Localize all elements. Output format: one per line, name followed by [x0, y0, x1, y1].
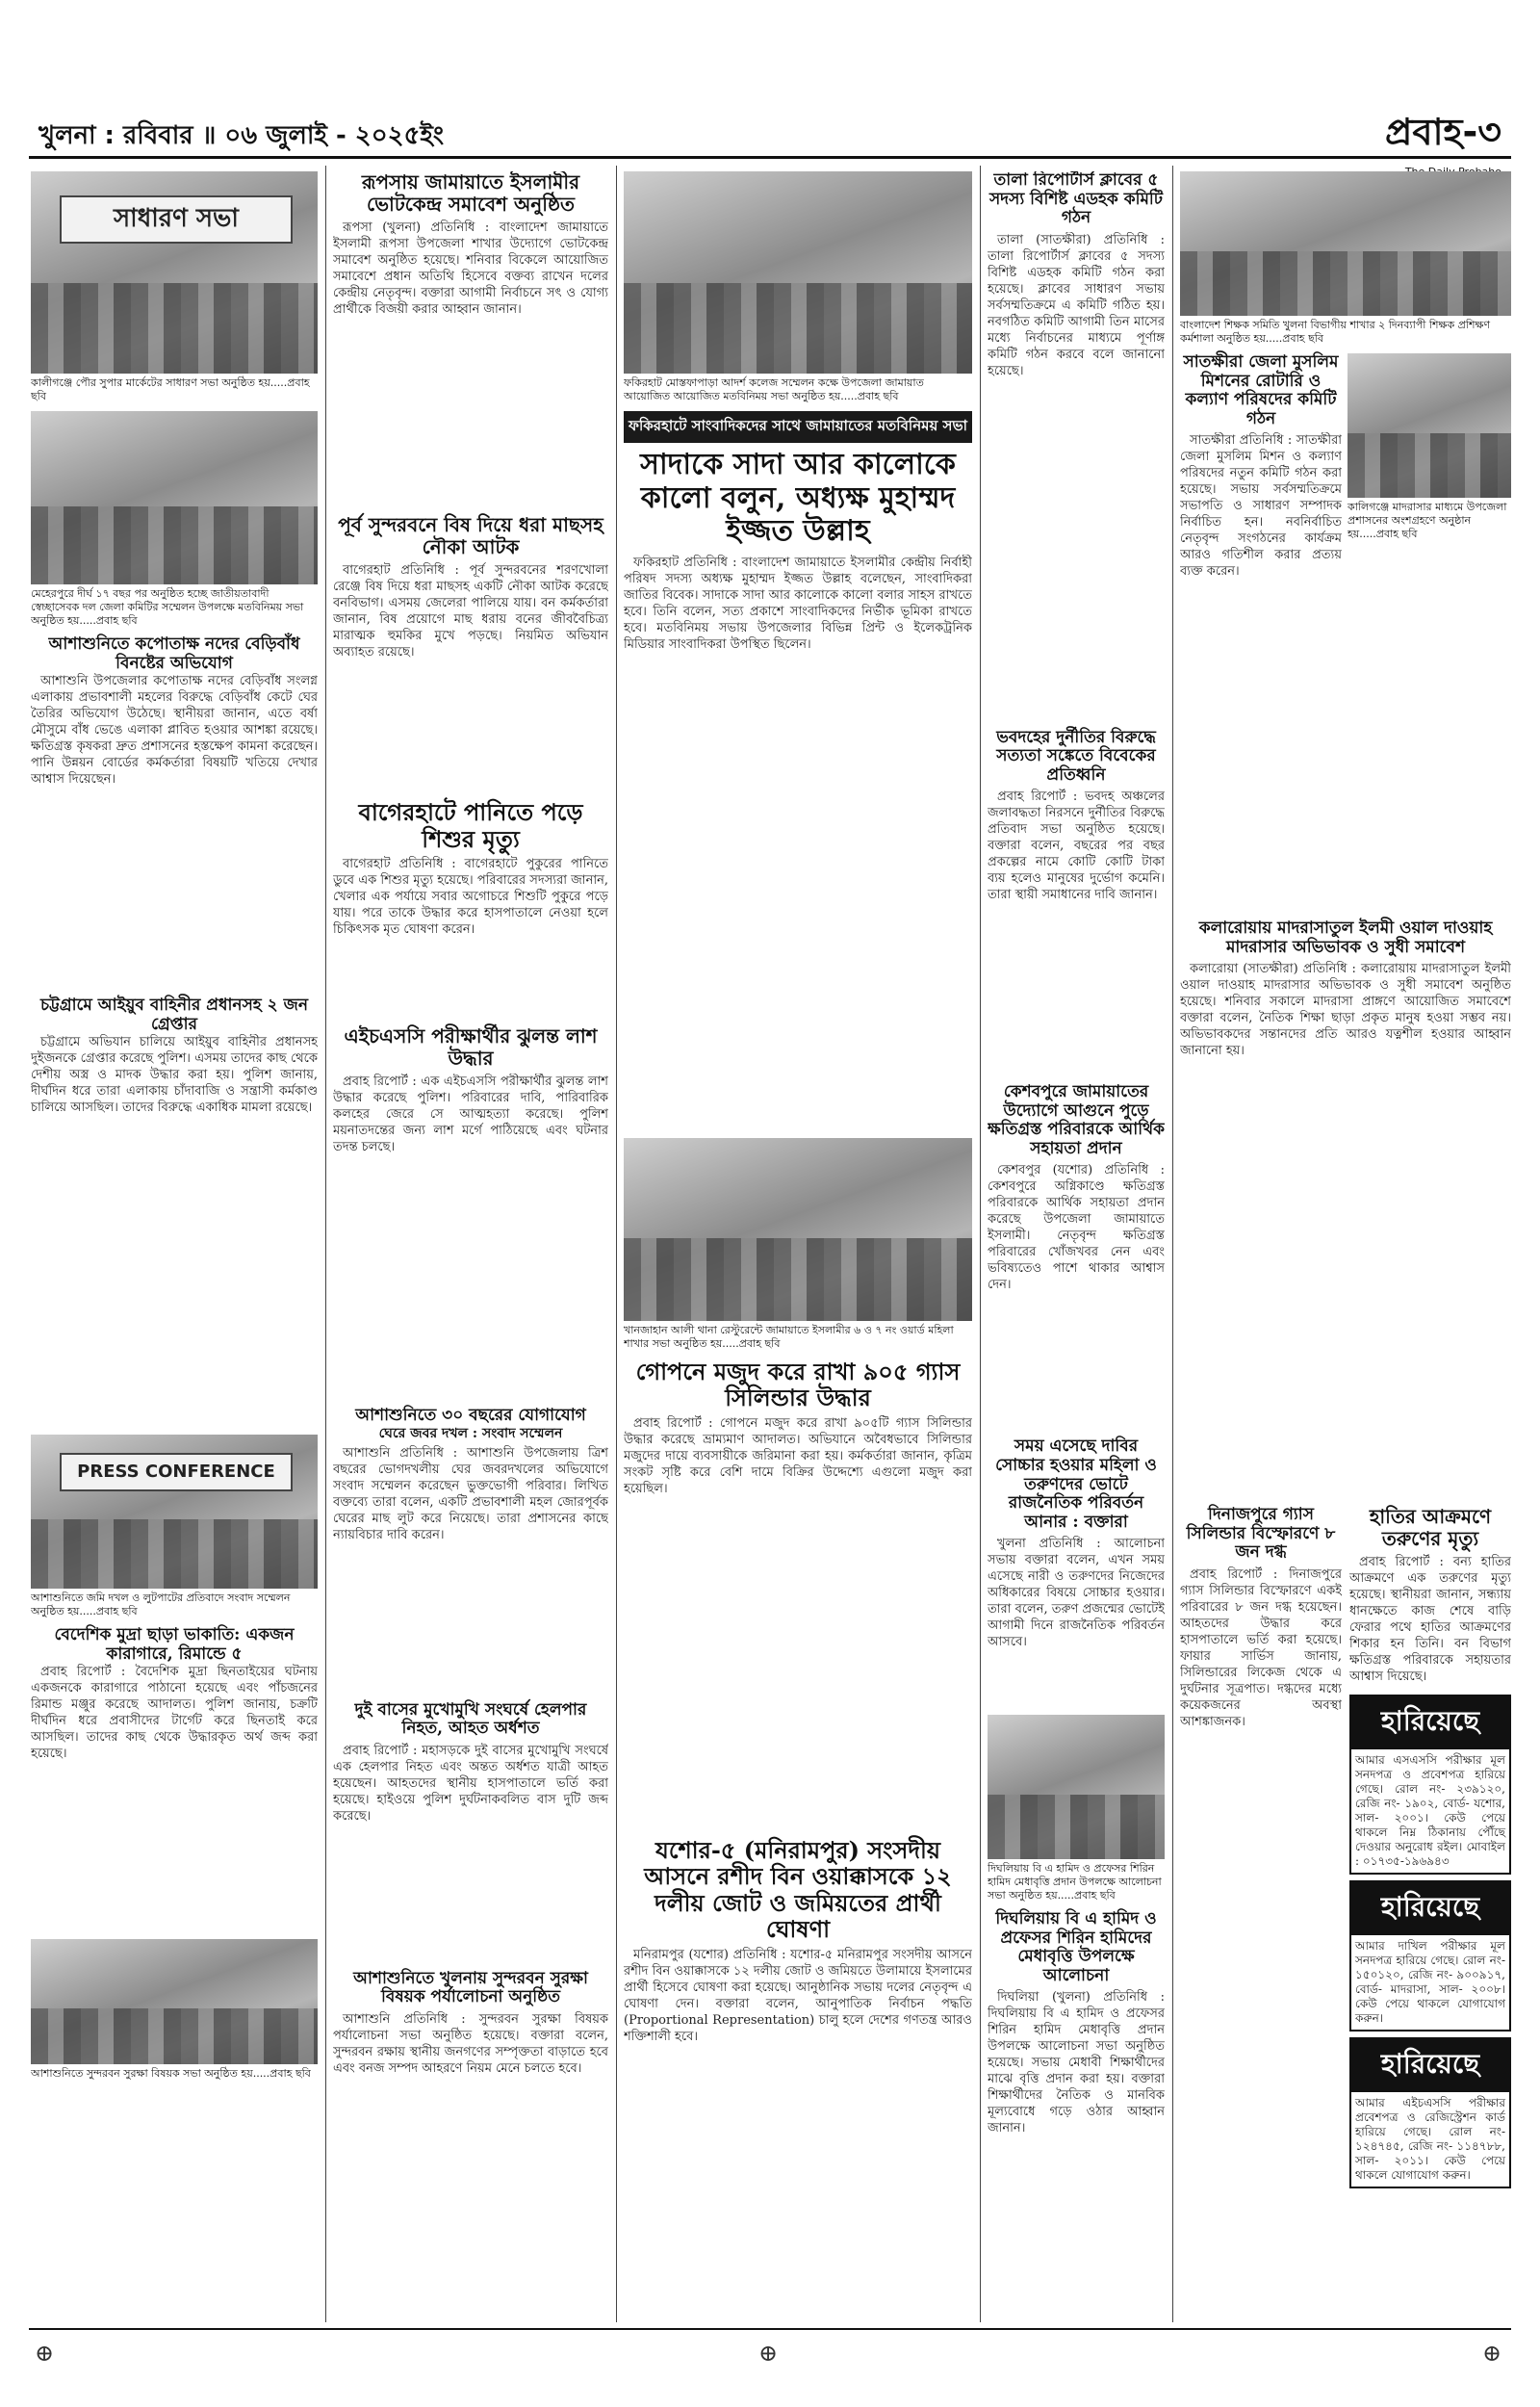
lost-notice-title: হারিয়েছে: [1351, 1882, 1509, 1935]
photo-caption: আশাশুনিতে জমি দখল ও লুটপাটের প্রতিবাদে সংবাদ সম্মেলন অনুষ্ঠিত হয়.....প্রবাহ ছবি: [31, 1592, 291, 1618]
story-body: [333, 856, 608, 1020]
story-text: কলারোয়া (সাতক্ষীরা) প্রতিনিধি : কলারোয়ায় মাদরাসাতুল ইলমী ওয়াল দাওয়াহ মাদরাসার অভিভাবক ও সুধী সমাবেশ অনুষ্ঠিত হয়েছে। শনিবার সকালে মাদরাসা প্রাঙ্গণে আয়োজিত সমাবেশে বক্তারা বলেন, নৈতিক শিক্ষা ছাড়া প্রকৃত মানুষ হওয়া সম্ভব নয়। অভিভাবকদের সন্তানদের প্রতি আরও যত্নশীল হওয়ার আহ্বান জানানো হয়।: [1180, 962, 1511, 1059]
lost-notice: [1349, 1880, 1511, 2032]
story-body: [333, 2011, 608, 2204]
story-body: [1180, 1566, 1342, 1980]
story-headline: কলারোয়ায় মাদরাসাতুল ইলমী ওয়াল দাওয়াহ মাদরাসার অভিভাবক ও সুধী সমাবেশ: [1198, 919, 1493, 957]
story-headline: ভবদহের দুর্নীতির বিরুদ্ধে সত্যতা সঙ্কেতে বিবেকের প্রতিধ্বনি: [996, 727, 1156, 785]
story-text: আশাশুনি প্রতিনিধি : সুন্দরবন সুরক্ষা বিষয়ক পর্যালোচনা সভা অনুষ্ঠিত হয়েছে। বক্তারা বলেন, সুন্দরবন রক্ষায় স্থানীয় জনগণের সম্পৃক্ততা বাড়াতে হবে এবং বনজ সম্পদ আহরণে নিয়ম মেনে চলতে হবে।: [333, 2012, 608, 2077]
story-headline: গোপনে মজুদ করে রাখা ৯০৫ গ্যাস সিলিন্ডার উদ্ধার: [635, 1357, 961, 1412]
lost-notice-title: হারিয়েছে: [1351, 1696, 1509, 1749]
story-headline: আশাশুনিতে ৩০ বছরের যোগাযোগ: [355, 1406, 586, 1426]
masthead-title: প্রবাহ-৩: [1385, 111, 1502, 153]
photo-people: [31, 1519, 318, 1589]
photo-caption: দিঘলিয়ায় বি এ হামিদ ও প্রফেসর শিরিন হামিদ মেধাবৃত্তি প্রদান উপলক্ষে আলোচনা সভা অনুষ্ঠিত হয়.....প্রবাহ ছবি: [988, 1862, 1162, 1902]
story-text: প্রবাহ রিপোর্ট : ভবদহ অঞ্চলের জলাবদ্ধতা নিরসনে দুর্নীতির বিরুদ্ধে প্রতিবাদ সভা অনুষ্ঠিত হয়েছে। বক্তারা বলেন, বছরের পর বছর প্রকল্পের নামে কোটি কোটি টাকা ব্যয় হলেও মানুষের দুর্ভোগ কমেনি। তারা স্থায়ী সমাধানের দাবি জানান।: [988, 789, 1165, 903]
dateline: খুলনা : রবিবার ॥ ০৬ জুলাই - ২০২৫ইং: [38, 121, 445, 150]
photo-people: [31, 2008, 318, 2065]
photo-kaliganj-event: [1348, 353, 1511, 498]
story-text: আশাশুনি উপজেলার কপোতাক্ষ নদের বেড়িবাঁধ সংলগ্ন এলাকায় প্রভাবশালী মহলের বিরুদ্ধে বেড়িবাঁধ কেটে ঘের তৈরির অভিযোগ উঠেছে। স্থানীয়রা জানান, এতে বর্ষা মৌসুমে বাঁধ ভেঙে এলাকা প্লাবিত হওয়ার আশঙ্কা রয়েছে। ক্ষতিগ্রস্ত কৃষকরা দ্রুত প্রশাসনের হস্তক্ষেপ কামনা করেছেন। পানি উন্নয়ন বোর্ডের কর্মকর্তারা বিষয়টি খতিয়ে দেখার আশ্বাস দিয়েছেন।: [31, 674, 318, 788]
story-headline: যশোর-৫ (মনিরামপুর) সংসদীয় আসনে রশীদ বিন ওয়াক্কাসকে ১২ দলীয় জোট ও জমিয়তের প্রার্থী ঘোষণা: [644, 1835, 952, 1944]
story-text: মনিরামপুর (যশোর) প্রতিনিধি : যশোর-৫ মনিরামপুর সংসদীয় আসনে রশীদ বিন ওয়াক্কাসকে ১২ দলীয় জোট ও জমিয়তে উলামায়ে ইসলামের প্রার্থী হিসেবে ঘোষণা করা হয়েছে। আনুষ্ঠানিক সভায় দলের নেতৃবৃন্দ এ ঘোষণা দেন। বক্তারা বলেন, আনুপাতিক নির্বাচন পদ্ধতি (Proportional Representation) চালু হলে দেশের গণতন্ত্র আরও শক্তিশালী হবে।: [624, 1948, 972, 2045]
photo-teacher-training: [1180, 171, 1511, 316]
footer-rule: [29, 2328, 1511, 2330]
story-body: [624, 555, 972, 1132]
story-body: [333, 220, 608, 508]
story-text: কেশবপুর (যশোর) প্রতিনিধি : কেশবপুরে অগ্নিকাণ্ডে ক্ষতিগ্রস্ত পরিবারকে আর্থিক সহায়তা প্রদান করেছে উপজেলা জামায়াতে ইসলামী। নেতৃবৃন্দ ক্ষতিগ্রস্ত পরিবারের খোঁজখবর নেন এবং ভবিষ্যতেও পাশে থাকার আশ্বাস দেন।: [988, 1163, 1165, 1293]
photo-people: [31, 506, 318, 584]
story-body: [31, 1664, 318, 1933]
story-body: [988, 1162, 1165, 1432]
photo-people: [624, 1238, 972, 1321]
story-body: [624, 1415, 972, 1829]
lost-notice: [1349, 1695, 1511, 1875]
photo-banner: PRESS CONFERENCE: [60, 1453, 293, 1490]
photo-digholia-meeting: [988, 1715, 1165, 1859]
story-body: [1349, 1554, 1511, 1689]
column-rule: [980, 166, 981, 2322]
photo-caption: আশাশুনিতে সুন্দরবন সুরক্ষা বিষয়ক সভা অনুষ্ঠিত হয়.....প্রবাহ ছবি: [31, 2067, 311, 2081]
story-block: [1180, 1506, 1342, 2188]
story-body: [31, 1034, 318, 1429]
story-headline: আশাশুনিতে কপোতাক্ষ নদের বেড়িবাঁধ বিনষ্টের অভিযোগ: [48, 634, 300, 673]
photo-people: [624, 283, 972, 375]
photo-general-meeting: [31, 171, 318, 374]
story-body: [1180, 961, 1511, 1500]
photo-caption: কালিগঞ্জে মাদরাসার মাধ্যমে উপজেলা প্রশাসনের অংশগ্রহণে অনুষ্ঠান হয়.....প্রবাহ ছবি: [1348, 501, 1507, 540]
story-body: [333, 1445, 608, 1695]
story-with-photo: [1180, 353, 1511, 914]
story-block: [1349, 1506, 1511, 2188]
column-rule: [325, 166, 326, 2322]
masthead: [1385, 104, 1502, 178]
story-text: বাগেরহাট প্রতিনিধি : বাগেরহাটে পুকুরের পানিতে ডুবে এক শিশুর মৃত্যু হয়েছে। পরিবারের সদস্যরা জানান, খেলার এক পর্যায়ে সবার অগোচরে শিশুটি পুকুরে পড়ে যায়। পরে তাকে উদ্ধার করে হাসপাতালে নেওয়া হলে চিকিৎসক মৃত ঘোষণা করেন।: [333, 857, 608, 938]
story-headline: সময় এসেছে দাবির সোচ্চার হওয়ার মহিলা ও তরুণদের ভোটে রাজনৈতিক পরিবর্তন আনার : বক্তারা: [995, 1436, 1157, 1532]
registration-mark-icon: ⊕: [1482, 2340, 1502, 2367]
story-text: রূপসা (খুলনা) প্রতিনিধি : বাংলাদেশ জামায়াতে ইসলামী রূপসা উপজেলা শাখার উদ্যোগে ভোটকেন্দ্র সমাবেশ অনুষ্ঠিত হয়েছে। শনিবার বিকেলে আয়োজিত সমাবেশে প্রধান অতিথি হিসেবে বক্তব্য রাখেন দলের কেন্দ্রীয় নেতৃবৃন্দ। বক্তারা আগামী নির্বাচনে সৎ ও যোগ্য প্রার্থীকে বিজয়ী করার আহ্বান জানান।: [333, 220, 608, 317]
story-headline: রূপসায় জামায়াতে ইসলামীর ভোটকেন্দ্র সমাবেশ অনুষ্ঠিত: [361, 171, 580, 216]
story-text: প্রবাহ রিপোর্ট : এক এইচএসসি পরীক্ষার্থীর ঝুলন্ত লাশ উদ্ধার করেছে পুলিশ। পরিবারের দাবি, পারিবারিক কলহের জেরে সে আত্মহত্যা করেছে। পুলিশ ময়নাতদন্তের জন্য লাশ মর্গে পাঠিয়েছে এবং ঘটনার তদন্ত চলছে।: [333, 1074, 608, 1155]
photo-women-meeting: [624, 1138, 972, 1321]
photo-press-conference: [31, 1435, 318, 1589]
story-body: [333, 1743, 608, 1964]
lower-stories: [1180, 1506, 1511, 2188]
photo-caption: মেহেরপুরে দীর্ঘ ১৭ বছর পর অনুষ্ঠিত হচ্ছে জাতীয়তাবাদী স্বেচ্ছাসেবক দল জেলা কমিটির সম্মেলন উপলক্ষে মতবিনিময় সভা অনুষ্ঠিত হয়.....প্রবাহ ছবি: [31, 587, 304, 627]
header-rule: [29, 156, 1511, 159]
story-text: খুলনা প্রতিনিধি : আলোচনা সভায় বক্তারা বলেন, এখন সময় এসেছে নারী ও তরুণদের নিজেদের অধিকারের বিষয়ে সোচ্চার হওয়ার। তারা বলেন, তরুণ প্রজন্মের ভোটেই আগামী দিনে রাজনৈতিক পরিবর্তন আসবে।: [988, 1537, 1165, 1650]
story-body: [988, 232, 1165, 723]
photo-meherpur-meeting: [31, 411, 318, 584]
column-1: [31, 171, 318, 2318]
photo-block: [1348, 353, 1511, 914]
column-2: [333, 171, 608, 2318]
column-4: [988, 171, 1165, 2318]
story-text: আশাশুনি প্রতিনিধি : আশাশুনি উপজেলায় ত্রিশ বছরের ভোগদখলীয় ঘের জবরদখলের অভিযোগে সংবাদ সম্মেলন করেছেন ভুক্তভোগী পরিবার। লিখিত বক্তব্যে তারা বলেন, একটি প্রভাবশালী মহল জোরপূর্বক ঘেরের মাছ লুট করে নিয়েছে। তারা প্রশাসনের কাছে ন্যায়বিচার দাবি করেন।: [333, 1445, 608, 1542]
story-headline: সাতক্ষীরা জেলা মুসলিম মিশনের রোটারি ও কল্যাণ পরিষদের কমিটি গঠন: [1183, 352, 1339, 428]
lost-notice-text: আমার দাখিল পরীক্ষার মূল সনদপত্র হারিয়ে গেছে। রোল নং- ১৫০১২০, রেজি নং- ৯০০৯১৭, বোর্ড- মাদরাসা, সাল- ২০০৮। কেউ পেয়ে থাকলে যোগাযোগ করুন।: [1355, 1939, 1505, 2026]
story-text: প্রবাহ রিপোর্ট : বৈদেশিক মুদ্রা ছিনতাইয়ের ঘটনায় একজনকে কারাগারে পাঠানো হয়েছে এবং পাঁচজনের রিমান্ড মঞ্জুর করেছে আদালত। পুলিশ জানায়, চক্রটি দীর্ঘদিন ধরে প্রবাসীদের টার্গেট করে ছিনতাই করে আসছিল। তাদের কাছ থেকে উদ্ধারকৃত অর্থ জব্দ করা হয়েছে।: [31, 1665, 318, 1762]
story-block: [1180, 353, 1342, 914]
photo-people: [31, 283, 318, 375]
photo-caption: কালীগঞ্জে পৌর সুপার মার্কেটের সাধারণ সভা অনুষ্ঠিত হয়.....প্রবাহ ছবি: [31, 376, 310, 402]
story-text: বাগেরহাট প্রতিনিধি : পূর্ব সুন্দরবনের শরণখোলা রেঞ্জে বিষ দিয়ে ধরা মাছসহ একটি নৌকা আটক করেছে বনবিভাগ। এসময় জেলেরা পালিয়ে যায়। বন কর্মকর্তারা জানান, বিষ প্রয়োগে মাছ ধরায় বনের জীববৈচিত্র্য মারাত্মক হুমকির মুখে পড়ছে। নিয়মিত অভিযান অব্যাহত রয়েছে।: [333, 563, 608, 660]
photo-caption: বাংলাদেশ শিক্ষক সমিতি খুলনা বিভাগীয় শাখার ২ দিনব্যাপী শিক্ষক প্রশিক্ষণ কর্মশালা অনুষ্ঠিত হয়.....প্রবাহ ছবি: [1180, 319, 1491, 345]
story-text: ফকিরহাট প্রতিনিধি : বাংলাদেশ জামায়াতে ইসলামীর কেন্দ্রীয় নির্বাহী পরিষদ সদস্য অধ্যক্ষ মুহাম্মদ ইজ্জত উল্লাহ বলেছেন, সাংবাদিকরা জাতির বিবেক। সাদাকে সাদা আর কালোকে কালো বলার সাহস রাখতে হবে। তিনি বলেন, সত্য প্রকাশে সাংবাদিকদের নির্ভীক ভূমিকা রাখতে হবে। মতবিনিময় সভায় উপজেলার বিভিন্ন প্রিন্ট ও ইলেকট্রনিক মিডিয়ার সাংবাদিকরা উপস্থিত ছিলেন।: [624, 555, 972, 652]
story-headline: আশাশুনিতে খুলনায় সুন্দরবন সুরক্ষা বিষয়ক পর্যালোচনা অনুষ্ঠিত: [353, 1968, 588, 2007]
registration-mark-icon: ⊕: [758, 2340, 779, 2367]
story-body: [333, 562, 608, 793]
story-body: [988, 1536, 1165, 1709]
story-headline: দিঘলিয়ায় বি এ হামিদ ও প্রফেসর শিরিন হামিদের মেধাবৃত্তি উপলক্ষে আলোচনা: [995, 1909, 1157, 1985]
lead-headline: সাদাকে সাদা আর কালোকে কালো বলুন, অধ্যক্ষ মুহাম্মদ ইজ্জত উল্লাহ: [640, 448, 956, 548]
story-body: [31, 673, 318, 991]
photo-banner: সাধারণ সভা: [60, 195, 293, 244]
story-headline: তালা রিপোর্টার্স ক্লাবের ৫ সদস্য বিশিষ্ট এডহক কমিটি গঠন: [988, 171, 1164, 228]
photo-caption: ফকিরহাট মোস্তফাপাড়া আদর্শ কলেজ সম্মেলন কক্ষে উপজেলা জামায়াত আয়োজিত আয়োজিত মতবিনিময় সভা অনুষ্ঠিত হয়.....প্রবাহ ছবি: [624, 376, 924, 402]
story-headline: দিনাজপুরে গ্যাস সিলিন্ডার বিস্ফোরণে ৮ জন দগ্ধ: [1186, 1505, 1336, 1563]
story-body: [624, 1947, 972, 2313]
story-kicker: ফকিরহাটে সাংবাদিকদের সাথে জামায়াতের মতবিনিময় সভা: [624, 411, 972, 443]
photo-caption: খানজাহান আলী থানা রেস্টুরেন্টে জামায়াতে ইসলামীর ৬ ও ৭ নং ওয়ার্ড মহিলা শাখার সভা অনুষ্ঠিত হয়.....প্রবাহ ছবি: [624, 1323, 954, 1350]
story-headline: চট্টগ্রামে আইয়ুব বাহিনীর প্রধানসহ ২ জন গ্রেপ্তার: [40, 996, 308, 1034]
lost-notice: [1349, 2037, 1511, 2188]
story-body: [988, 789, 1165, 1077]
story-text: তালা (সাতক্ষীরা) প্রতিনিধি : তালা রিপোর্টার্স ক্লাবের ৫ সদস্য বিশিষ্ট এডহক কমিটি গঠন করা হয়েছে। ক্লাবের সাধারণ সভায় সর্বসম্মতিক্রমে এ কমিটি গঠিত হয়। নবগঠিত কমিটি আগামী তিন মাসের মধ্যে নির্বাচনের মাধ্যমে পূর্ণাঙ্গ কমিটি গঠন করবে বলে জানানো হয়েছে।: [988, 232, 1165, 378]
story-headline: বেদেশিক মুদ্রা ছাড়া ভাকাতি: একজন কারাগারে, রিমান্ডে ৫: [54, 1625, 295, 1664]
column-5: [1180, 171, 1511, 2318]
story-text: প্রবাহ রিপোর্ট : মহাসড়কে দুই বাসের মুখোমুখি সংঘর্ষে এক হেলপার নিহত এবং অন্তত অর্ধশত যাত্রী আহত হয়েছেন। আহতদের স্থানীয় হাসপাতালে ভর্তি করা হয়েছে। হাইওয়ে পুলিশ দুর্ঘটনাকবলিত বাস দুটি জব্দ করেছে।: [333, 1743, 608, 1824]
story-body: [1180, 432, 1342, 914]
story-headline: এইচএসসি পরীক্ষার্থীর ঝুলন্ত লাশ উদ্ধার: [344, 1024, 598, 1071]
photo-jamaat-journalist-meeting: [624, 171, 972, 374]
story-subheadline: ঘেরে জবর দখল : সংবাদ সম্মেলন: [378, 1425, 563, 1441]
registration-mark-icon: ⊕: [35, 2340, 55, 2367]
lost-notice-title: হারিয়েছে: [1351, 2039, 1509, 2092]
photo-people: [988, 1795, 1165, 1860]
story-headline: হাতির আক্রমণে তরুণের মৃত্যু: [1369, 1505, 1492, 1551]
story-text: প্রবাহ রিপোর্ট : গোপনে মজুদ করে রাখা ৯০৫টি গ্যাস সিলিন্ডার উদ্ধার করেছে ভ্রাম্যমাণ আদালত। অভিযানে অবৈধভাবে সিলিন্ডার মজুদের দায়ে ব্যবসায়ীকে জরিমানা করা হয়। কর্মকর্তারা জানান, কৃত্রিম সংকট সৃষ্টি করে বেশি দামে বিক্রির উদ্দেশ্যে এগুলো মজুদ করা হয়েছিল।: [624, 1415, 972, 1496]
column-rule: [1172, 166, 1173, 2322]
photo-sundarban-meeting: [31, 1939, 318, 2064]
story-text: সাতক্ষীরা প্রতিনিধি : সাতক্ষীরা জেলা মুসলিম মিশন ও কল্যাণ পরিষদের নতুন কমিটি গঠন করা হয়েছে। সভায় সর্বসম্মতিক্রমে সভাপতি ও সাধারণ সম্পাদক নির্বাচিত হন। নবনির্বাচিত নেতৃবৃন্দ সংগঠনের কার্যক্রম আরও গতিশীল করার প্রত্যয় ব্যক্ত করেন।: [1180, 433, 1342, 580]
story-text: দিঘলিয়া (খুলনা) প্রতিনিধি : দিঘলিয়ায় বি এ হামিদ ও প্রফেসর শিরিন হামিদ মেধাবৃত্তি প্রদান উপলক্ষে আলোচনা সভা অনুষ্ঠিত হয়েছে। সভায় মেধাবী শিক্ষার্থীদের মাঝে বৃত্তি প্রদান করা হয়। বক্তারা শিক্ষার্থীদের নৈতিক ও মানবিক মূল্যবোধে গড়ে ওঠার আহ্বান জানান।: [988, 1990, 1165, 2136]
story-text: প্রবাহ রিপোর্ট : দিনাজপুরে গ্যাস সিলিন্ডার বিস্ফোরণে একই পরিবারের ৮ জন দগ্ধ হয়েছেন। আহতদের উদ্ধার করে হাসপাতালে ভর্তি করা হয়েছে। ফায়ার সার্ভিস জানায়, সিলিন্ডারের লিকেজ থেকে এ দুর্ঘটনার সূত্রপাত। দগ্ধদের মধ্যে কয়েকজনের অবস্থা আশঙ্কাজনক।: [1180, 1566, 1342, 1729]
story-headline: কেশবপুরে জামায়াতের উদ্যোগে আগুনে পুড়ে ক্ষতিগ্রস্ত পরিবারকে আর্থিক সহায়তা প্রদান: [988, 1082, 1165, 1158]
story-headline: পূর্ব সুন্দরবনে বিষ দিয়ে ধরা মাছসহ নৌকা আটক: [338, 513, 603, 558]
story-headline: দুই বাসের মুখোমুখি সংঘর্ষে হেলপার নিহত, আহত অর্ধশত: [354, 1699, 587, 1739]
column-3: [624, 171, 972, 2318]
story-body: [333, 1074, 608, 1401]
column-rule: [616, 166, 617, 2322]
story-text: চট্টগ্রামে অভিযান চালিয়ে আইয়ুব বাহিনীর প্রধানসহ দুইজনকে গ্রেপ্তার করেছে পুলিশ। এসময় তাদের কাছ থেকে দেশীয় অস্ত্র ও মাদক উদ্ধার করা হয়। পুলিশ জানায়, দীর্ঘদিন ধরে তারা এলাকায় চাঁদাবাজি ও সন্ত্রাসী কর্মকাণ্ড চালিয়ে আসছিল। তাদের বিরুদ্ধে একাধিক মামলা রয়েছে।: [31, 1035, 318, 1116]
photo-people: [1348, 433, 1511, 499]
lost-notice-text: আমার এইচএসসি পরীক্ষার প্রবেশপত্র ও রেজিস্ট্রেশন কার্ড হারিয়ে গেছে। রোল নং- ১২৪৭৪৫, রেজি নং- ১১৪৭৮৮, সাল- ২০১১। কেউ পেয়ে থাকলে যোগাযোগ করুন।: [1355, 2096, 1505, 2183]
story-body: [988, 1989, 1165, 2278]
photo-people: [1180, 251, 1511, 317]
lost-notice-text: আমার এসএসসি পরীক্ষার মূল সনদপত্র ও প্রবেশপত্র হারিয়ে গেছে। রোল নং- ২৩৯১২০, রেজি নং- ১৯০২, বোর্ড- যশোর, সাল- ২০০১। কেউ পেয়ে থাকলে নিম্ন ঠিকানায় পৌঁছে দেওয়ার অনুরোধ রইল। মোবাইল : ০১৭৩৫-১৯৬৯৪৩: [1355, 1753, 1505, 1869]
story-text: প্রবাহ রিপোর্ট : বন্য হাতির আক্রমণে এক তরুণের মৃত্যু হয়েছে। স্থানীয়রা জানান, সন্ধ্যায় ধানক্ষেতে কাজ শেষে বাড়ি ফেরার পথে হাতির আক্রমণের শিকার হন তিনি। বন বিভাগ ক্ষতিগ্রস্ত পরিবারকে সহায়তার আশ্বাস দিয়েছে।: [1349, 1555, 1511, 1685]
story-headline: বাগেরহাটে পানিতে পড়ে শিশুর মৃত্যু: [358, 798, 583, 853]
